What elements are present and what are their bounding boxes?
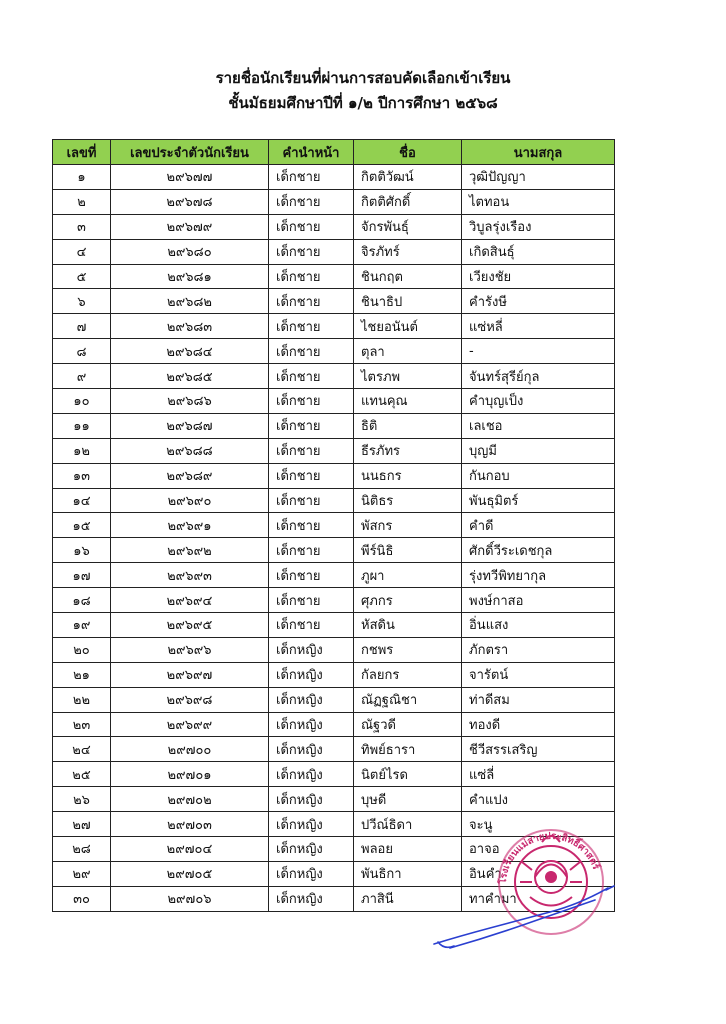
- header-prefix: คำนำหน้า: [269, 140, 354, 165]
- cell-first-name: พีร์นิธิ: [354, 538, 462, 563]
- cell-first-name: ธีรภัทร: [354, 438, 462, 463]
- cell-first-name: บุษดี: [354, 787, 462, 812]
- cell-last-name: คำรังษี: [462, 289, 615, 314]
- cell-prefix: เด็กชาย: [269, 314, 354, 339]
- cell-student-id: ๒๙๖๘๓: [111, 314, 269, 339]
- cell-last-name: วุฒิปัญญา: [462, 165, 615, 190]
- signature: [430, 878, 630, 958]
- cell-number: ๘: [53, 339, 111, 364]
- cell-first-name: พันธิกา: [354, 861, 462, 886]
- cell-student-id: ๒๙๖๗๗: [111, 165, 269, 190]
- cell-first-name: ธิติ: [354, 413, 462, 438]
- cell-number: ๑๖: [53, 538, 111, 563]
- cell-last-name: ท่าดีสม: [462, 687, 615, 712]
- cell-last-name: จะนู: [462, 812, 615, 837]
- cell-student-id: ๒๙๖๙๘: [111, 687, 269, 712]
- table-row: [53, 488, 615, 513]
- cell-prefix: เด็กชาย: [269, 165, 354, 190]
- cell-first-name: พลอย: [354, 837, 462, 862]
- cell-number: ๒๘: [53, 837, 111, 862]
- cell-prefix: เด็กหญิง: [269, 861, 354, 886]
- cell-prefix: เด็กหญิง: [269, 787, 354, 812]
- cell-last-name: วิบูลรุ่งเรือง: [462, 214, 615, 239]
- cell-student-id: ๒๙๗๐๔: [111, 837, 269, 862]
- cell-number: ๑๔: [53, 488, 111, 513]
- cell-last-name: รุ่งทวีพิทยากุล: [462, 563, 615, 588]
- cell-last-name: แซ่ลี่: [462, 762, 615, 787]
- cell-first-name: ทิพย์ธารา: [354, 737, 462, 762]
- cell-number: ๓๐: [53, 886, 111, 911]
- stamp-text: โรงเรียนแม่สายประสิทธิ์ศาสตร์: [497, 830, 602, 885]
- cell-prefix: เด็กชาย: [269, 438, 354, 463]
- cell-student-id: ๒๙๗๐๑: [111, 762, 269, 787]
- cell-prefix: เด็กหญิง: [269, 637, 354, 662]
- cell-last-name: อาจอ: [462, 837, 615, 862]
- cell-prefix: เด็กชาย: [269, 513, 354, 538]
- table-row: [53, 314, 615, 339]
- cell-student-id: ๒๙๗๐๓: [111, 812, 269, 837]
- table-row: [53, 339, 615, 364]
- cell-first-name: ณัฏฐณิชา: [354, 687, 462, 712]
- cell-first-name: จักรพันธุ์: [354, 214, 462, 239]
- cell-number: ๑๒: [53, 438, 111, 463]
- table-row: [53, 687, 615, 712]
- cell-first-name: ณัฐวดี: [354, 712, 462, 737]
- table-row: [53, 588, 615, 613]
- cell-number: ๙: [53, 364, 111, 389]
- cell-prefix: เด็กชาย: [269, 613, 354, 638]
- cell-first-name: กัลยกร: [354, 662, 462, 687]
- cell-number: ๑๗: [53, 563, 111, 588]
- cell-prefix: เด็กหญิง: [269, 662, 354, 687]
- table-row: [53, 264, 615, 289]
- cell-number: ๑๕: [53, 513, 111, 538]
- table-row: [53, 165, 615, 190]
- cell-last-name: ทองดี: [462, 712, 615, 737]
- cell-student-id: ๒๙๖๙๑: [111, 513, 269, 538]
- cell-number: ๒๕: [53, 762, 111, 787]
- cell-first-name: ภาสินี: [354, 886, 462, 911]
- cell-first-name: กิตติศักดิ์: [354, 189, 462, 214]
- table-row: [53, 463, 615, 488]
- cell-prefix: เด็กหญิง: [269, 762, 354, 787]
- cell-prefix: เด็กชาย: [269, 463, 354, 488]
- cell-prefix: เด็กหญิง: [269, 687, 354, 712]
- cell-prefix: เด็กหญิง: [269, 712, 354, 737]
- cell-last-name: อินคำ: [462, 861, 615, 886]
- cell-first-name: แทนคุณ: [354, 389, 462, 414]
- cell-last-name: พงษ์กาสอ: [462, 588, 615, 613]
- cell-prefix: เด็กชาย: [269, 214, 354, 239]
- cell-last-name: ไตทอน: [462, 189, 615, 214]
- cell-last-name: แซ่หลี่: [462, 314, 615, 339]
- cell-first-name: นนธกร: [354, 463, 462, 488]
- header-student-id: เลขประจำตัวนักเรียน: [111, 140, 269, 165]
- cell-prefix: เด็กชาย: [269, 289, 354, 314]
- table-row: [53, 613, 615, 638]
- table-row: [53, 214, 615, 239]
- cell-prefix: เด็กชาย: [269, 189, 354, 214]
- cell-number: ๒๖: [53, 787, 111, 812]
- cell-student-id: ๒๙๖๘๕: [111, 364, 269, 389]
- cell-student-id: ๒๙๖๘๒: [111, 289, 269, 314]
- table-row: [53, 189, 615, 214]
- cell-prefix: เด็กชาย: [269, 588, 354, 613]
- cell-number: ๑: [53, 165, 111, 190]
- cell-first-name: นิติธร: [354, 488, 462, 513]
- cell-student-id: ๒๙๖๙๗: [111, 662, 269, 687]
- cell-prefix: เด็กชาย: [269, 239, 354, 264]
- cell-student-id: ๒๙๖๙๓: [111, 563, 269, 588]
- cell-prefix: เด็กชาย: [269, 264, 354, 289]
- table-row: [53, 762, 615, 787]
- cell-student-id: ๒๙๖๘๔: [111, 339, 269, 364]
- cell-first-name: ศุภกร: [354, 588, 462, 613]
- cell-last-name: คำดี: [462, 513, 615, 538]
- cell-last-name: เลเชอ: [462, 413, 615, 438]
- cell-prefix: เด็กหญิง: [269, 737, 354, 762]
- cell-student-id: ๒๙๖๘๐: [111, 239, 269, 264]
- cell-last-name: ทาคำมา: [462, 886, 615, 911]
- cell-student-id: ๒๙๖๗๙: [111, 214, 269, 239]
- cell-first-name: นิตย์ไรด: [354, 762, 462, 787]
- cell-number: ๑๘: [53, 588, 111, 613]
- table-row: [53, 637, 615, 662]
- cell-number: ๑๐: [53, 389, 111, 414]
- cell-last-name: ชีวีสรรเสริญ: [462, 737, 615, 762]
- cell-last-name: จารัตน์: [462, 662, 615, 687]
- cell-student-id: ๒๙๖๘๗: [111, 413, 269, 438]
- table-row: [53, 737, 615, 762]
- header-first-name: ชื่อ: [354, 140, 462, 165]
- table-row: [53, 712, 615, 737]
- cell-prefix: เด็กชาย: [269, 413, 354, 438]
- cell-last-name: ภักตรา: [462, 637, 615, 662]
- table-row: [53, 364, 615, 389]
- cell-prefix: เด็กชาย: [269, 364, 354, 389]
- cell-number: ๓: [53, 214, 111, 239]
- header-number: เลขที่: [53, 140, 111, 165]
- cell-first-name: ตุลา: [354, 339, 462, 364]
- cell-number: ๖: [53, 289, 111, 314]
- cell-first-name: หัสดิน: [354, 613, 462, 638]
- cell-prefix: เด็กหญิง: [269, 837, 354, 862]
- table-row: [53, 563, 615, 588]
- cell-prefix: เด็กชาย: [269, 538, 354, 563]
- cell-number: ๒๑: [53, 662, 111, 687]
- cell-student-id: ๒๙๖๘๑: [111, 264, 269, 289]
- cell-number: ๕: [53, 264, 111, 289]
- cell-last-name: กันกอบ: [462, 463, 615, 488]
- cell-first-name: ภูผา: [354, 563, 462, 588]
- document-title: รายชื่อนักเรียนที่ผ่านการสอบคัดเลือกเข้าเรียน: [215, 69, 511, 87]
- cell-number: ๒๗: [53, 812, 111, 837]
- cell-prefix: เด็กหญิง: [269, 812, 354, 837]
- cell-prefix: เด็กชาย: [269, 389, 354, 414]
- cell-last-name: บุญมี: [462, 438, 615, 463]
- table-row: [53, 389, 615, 414]
- cell-first-name: ไชยอนันต์: [354, 314, 462, 339]
- table-row: [53, 538, 615, 563]
- cell-prefix: เด็กชาย: [269, 339, 354, 364]
- cell-student-id: ๒๙๖๙๙: [111, 712, 269, 737]
- cell-student-id: ๒๙๖๙๒: [111, 538, 269, 563]
- cell-first-name: ไตรภพ: [354, 364, 462, 389]
- cell-number: ๔: [53, 239, 111, 264]
- cell-number: ๒๓: [53, 712, 111, 737]
- table-row: [53, 413, 615, 438]
- table-header-row: [53, 140, 615, 165]
- cell-number: ๒๐: [53, 637, 111, 662]
- cell-student-id: ๒๙๗๐๕: [111, 861, 269, 886]
- cell-student-id: ๒๙๖๗๘: [111, 189, 269, 214]
- cell-last-name: คำแปง: [462, 787, 615, 812]
- document-subtitle: ชั้นมัธยมศึกษาปีที่ ๑/๒ ปีการศึกษา ๒๕๖๘: [228, 94, 498, 112]
- cell-student-id: ๒๙๖๙๔: [111, 588, 269, 613]
- cell-number: ๑๓: [53, 463, 111, 488]
- cell-number: ๗: [53, 314, 111, 339]
- table-body: [53, 165, 615, 912]
- cell-last-name: เวียงชัย: [462, 264, 615, 289]
- table-row: [53, 239, 615, 264]
- table-row: [53, 513, 615, 538]
- student-table: [52, 139, 615, 912]
- cell-student-id: ๒๙๖๘๖: [111, 389, 269, 414]
- cell-first-name: ชินกฤต: [354, 264, 462, 289]
- cell-first-name: กชพร: [354, 637, 462, 662]
- cell-first-name: ปวีณ์ธิดา: [354, 812, 462, 837]
- cell-last-name: จันทร์สุรีย์กุล: [462, 364, 615, 389]
- cell-first-name: จิรภัทร์: [354, 239, 462, 264]
- cell-student-id: ๒๙๖๙๐: [111, 488, 269, 513]
- cell-student-id: ๒๙๖๙๕: [111, 613, 269, 638]
- cell-last-name: พันธุมิตร์: [462, 488, 615, 513]
- cell-student-id: ๒๙๖๘๘: [111, 438, 269, 463]
- table-row: [53, 787, 615, 812]
- cell-student-id: ๒๙๗๐๒: [111, 787, 269, 812]
- cell-student-id: ๒๙๗๐๐: [111, 737, 269, 762]
- cell-prefix: เด็กชาย: [269, 563, 354, 588]
- cell-number: ๒: [53, 189, 111, 214]
- cell-first-name: พัสกร: [354, 513, 462, 538]
- cell-number: ๑๑: [53, 413, 111, 438]
- cell-number: ๒๒: [53, 687, 111, 712]
- table-row: [53, 438, 615, 463]
- cell-last-name: คำบุญเป็ง: [462, 389, 615, 414]
- cell-prefix: เด็กหญิง: [269, 886, 354, 911]
- table-row: [53, 662, 615, 687]
- cell-number: ๒๔: [53, 737, 111, 762]
- table-row: [53, 289, 615, 314]
- cell-last-name: เกิดสินธุ์: [462, 239, 615, 264]
- cell-number: ๒๙: [53, 861, 111, 886]
- cell-student-id: ๒๙๗๐๖: [111, 886, 269, 911]
- cell-student-id: ๒๙๖๙๖: [111, 637, 269, 662]
- cell-last-name: อิ่นแสง: [462, 613, 615, 638]
- cell-last-name: -: [462, 339, 615, 364]
- cell-prefix: เด็กชาย: [269, 488, 354, 513]
- cell-last-name: ศักดิ์วีระเดชกุล: [462, 538, 615, 563]
- header-last-name: นามสกุล: [462, 140, 615, 165]
- cell-number: ๑๙: [53, 613, 111, 638]
- cell-first-name: กิตติวัฒน์: [354, 165, 462, 190]
- cell-first-name: ชินาธิป: [354, 289, 462, 314]
- cell-student-id: ๒๙๖๘๙: [111, 463, 269, 488]
